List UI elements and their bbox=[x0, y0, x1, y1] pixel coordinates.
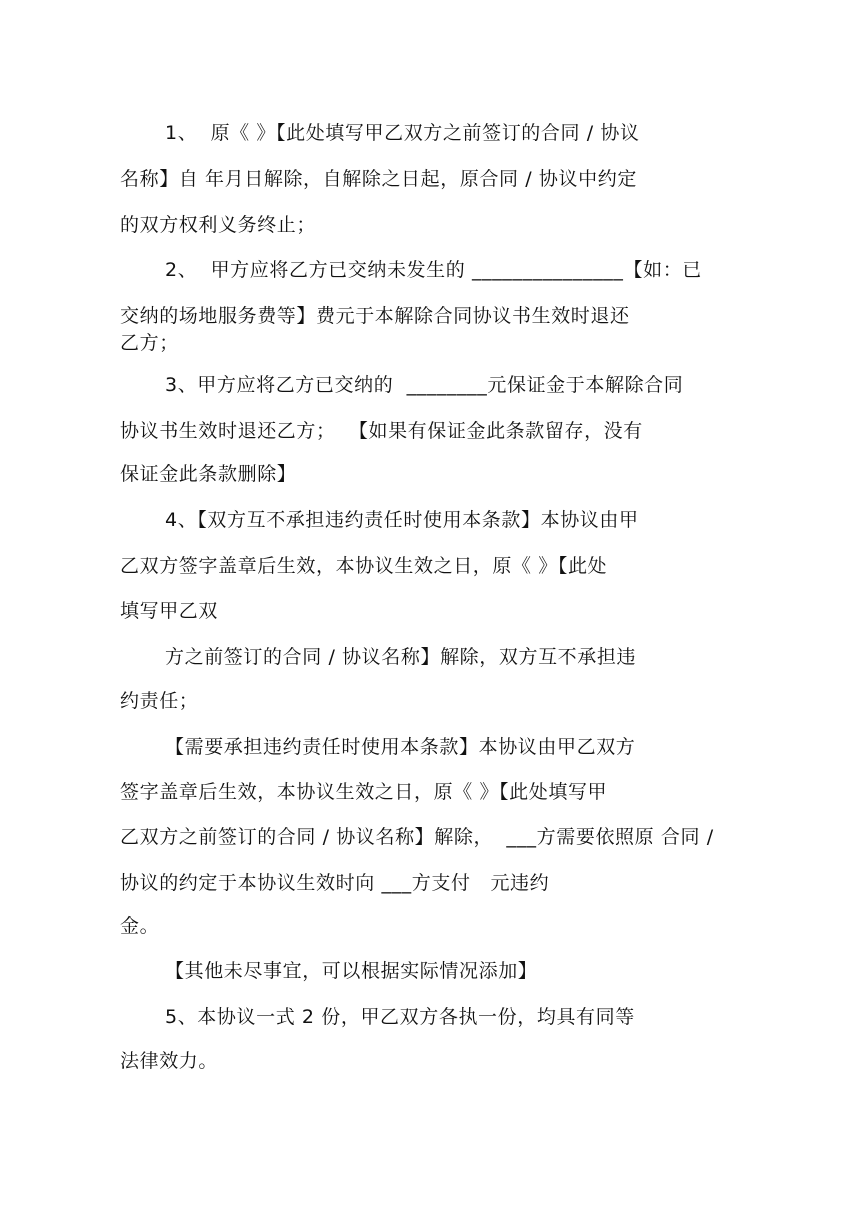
text-line: 名称】自 年月日解除，自解除之日起，原合同 / 协议中约定 bbox=[120, 168, 637, 190]
text-line: 的双方权利义务终止； bbox=[120, 214, 317, 236]
text-line: 4、【双方互不承担违约责任时使用本条款】本协议由甲 bbox=[165, 509, 639, 531]
text-line: 法律效力。 bbox=[120, 1050, 219, 1072]
text-line: 乙方； bbox=[120, 332, 179, 354]
text-line: 方之前签订的合同 / 协议名称】解除，双方互不承担违 bbox=[165, 646, 637, 668]
text-line: 签字盖章后生效，本协议生效之日，原《 》【此处填写甲 bbox=[120, 781, 608, 803]
text-line: 保证金此条款删除】 bbox=[120, 463, 297, 485]
text-line: 约责任； bbox=[120, 690, 199, 712]
text-line: 乙双方之前签订的合同 / 协议名称】解除， ___方需要依照原 合同 / bbox=[120, 826, 714, 848]
text-line: 1、 原《 》【此处填写甲乙双方之前签订的合同 / 协议 bbox=[165, 122, 640, 144]
text-line: 协议的约定于本协议生效时向 ___方支付 元违约 bbox=[120, 872, 550, 894]
text-line: 【需要承担违约责任时使用本条款】本协议由甲乙双方 bbox=[165, 736, 636, 758]
text-line: 交纳的场地服务费等】费元于本解除合同协议书生效时退还 bbox=[120, 305, 630, 327]
text-line: 5、本协议一式 2 份，甲乙双方各执一份，均具有同等 bbox=[165, 1006, 635, 1028]
text-line: 3、甲方应将乙方已交纳的 ________元保证金于本解除合同 bbox=[165, 374, 684, 396]
text-line: 【其他未尽事宜，可以根据实际情况添加】 bbox=[165, 960, 538, 982]
text-line: 金。 bbox=[120, 915, 160, 937]
text-line: 乙双方签字盖章后生效，本协议生效之日，原《 》【此处 bbox=[120, 555, 608, 577]
text-line: 填写甲乙双 bbox=[120, 600, 219, 622]
text-line: 2、 甲方应将乙方已交纳未发生的 _______________【如：已 bbox=[165, 259, 702, 281]
text-line: 协议书生效时退还乙方； 【如果有保证金此条款留存，没有 bbox=[120, 420, 643, 442]
